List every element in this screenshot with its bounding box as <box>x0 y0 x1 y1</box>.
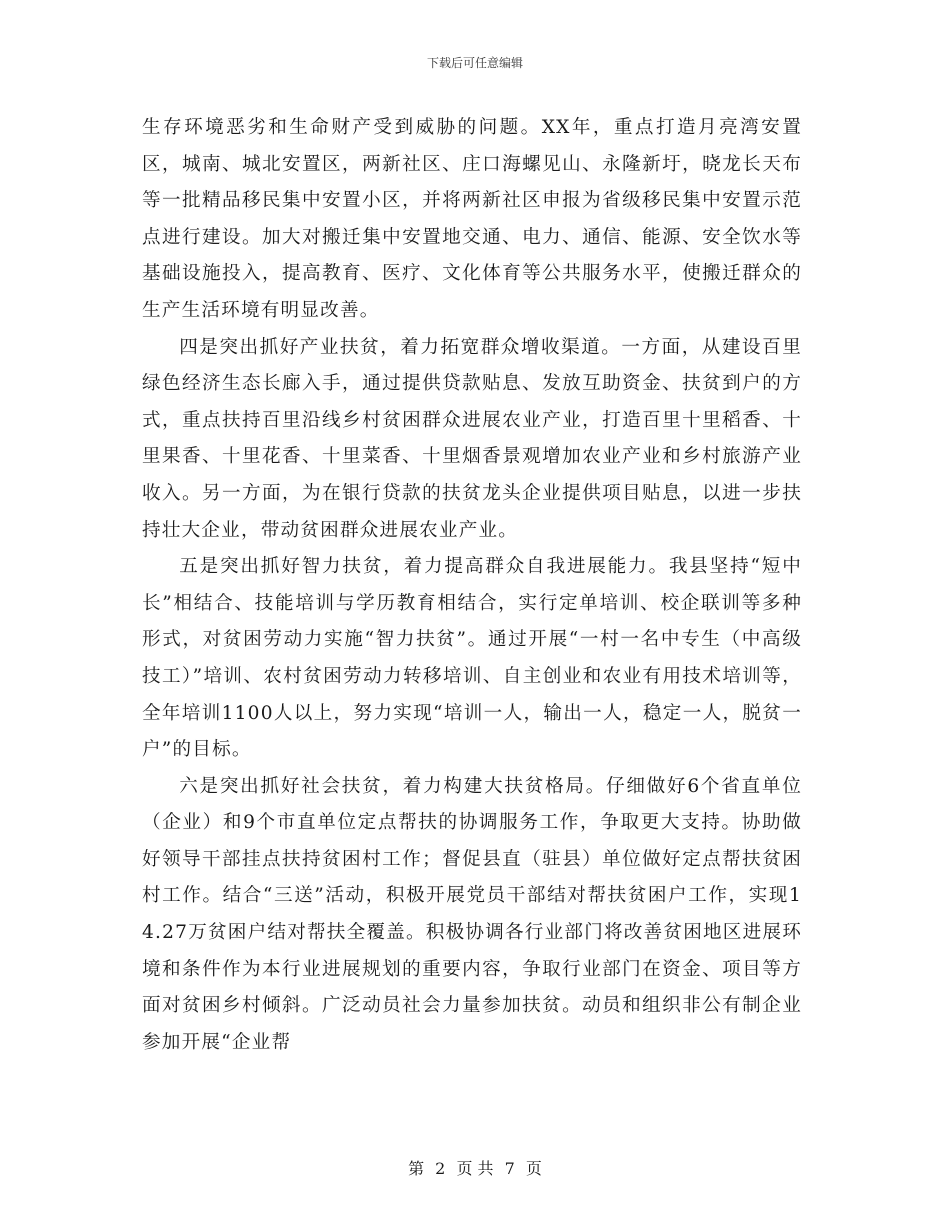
page-footer <box>0 1156 950 1179</box>
paragraph-2: 四是突出抓好产业扶贫，着力拓宽群众增收渠道。一方面，从建设百里绿色经济生态长廊入手，通过提供贷款贴息、发放互助资金、扶贫到户的方式，重点扶持百里沿线乡村贫困群众进展农业产业，打造百里十里稻香、十里果香、十里花香、十里菜香、十里烟香景观增加农业产业和乡村旅游产业收入。另一方面，为在银行贷款的扶贫龙头企业提供项目贴息，以进一步扶持壮大企业，带动贫困群众进展农业产业。 <box>142 336 802 541</box>
document-body <box>142 110 802 1061</box>
paragraph-3: 五是突出抓好智力扶贫，着力提高群众自我进展能力。我县坚持“短中长”相结合、技能培训与学历教育相结合，实行定单培训、校企联训等多种形式，对贫困劳动力实施“智力扶贫”。通过开展“一村一名中专生（中高级技工）”培训、农村贫困劳动力转移培训、自主创业和农业有用技术培训等，全年培训1100人以上，努力实现“培训一人，输出一人，稳定一人，脱贫一户”的目标。 <box>142 556 802 761</box>
footer-suffix: 页 <box>525 1159 542 1178</box>
footer-prefix: 第 <box>408 1159 425 1178</box>
paragraph-1: 生存环境恶劣和生命财产受到威胁的问题。XX年，重点打造月亮湾安置区，城南、城北安置区，两新社区、庄口海螺见山、永隆新圩，晓龙长天布等一批精品移民集中安置小区，并将两新社区申报为省级移民集中安置示范点进行建设。加大对搬迁集中安置地交通、电力、通信、能源、安全饮水等基础设施投入，提高教育、医疗、文化体育等公共服务水平，使搬迁群众的生产生活环境有明显改善。 <box>142 117 802 321</box>
page-header-note: 下载后可任意编辑 <box>426 56 523 70</box>
paragraph-4: 六是突出抓好社会扶贫，着力构建大扶贫格局。仔细做好6个省直单位（企业）和9个市直单位定点帮扶的协调服务工作，争取更大支持。协助做好领导干部挂点扶持贫困村工作；督促县直（驻县）单位做好定点帮扶贫困村工作。结合“三送”活动，积极开展党员干部结对帮扶贫困户工作，实现14.27万贫困户结对帮扶全覆盖。积极协调各行业部门将改善贫困地区进展环境和条件作为本行业进展规划的重要内容，争取行业部门在资金、项目等方面对贫困乡村倾斜。广泛动员社会力量参加扶贫。动员和组织非公有制企业参加开展“企业帮 <box>142 775 802 1053</box>
footer-total-pages: 7 <box>504 1159 515 1178</box>
footer-mid: 页 共 <box>456 1159 494 1178</box>
footer-page-number: 2 <box>435 1159 446 1178</box>
